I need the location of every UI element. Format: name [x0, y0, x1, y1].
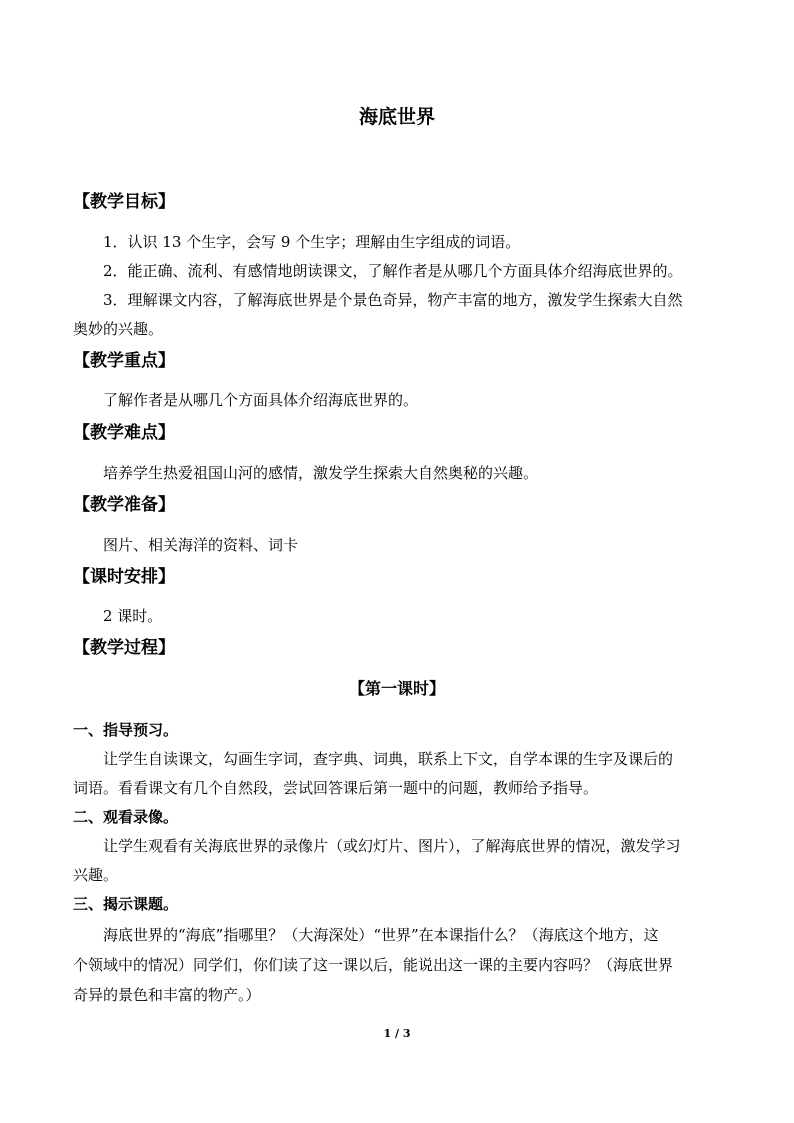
step-3-line-3: 奇异的景色和丰富的物产。）: [73, 986, 261, 1004]
step-heading-1: 一、指导预习。: [73, 721, 179, 739]
lesson-title: 【第一课时】: [348, 679, 445, 698]
goal-line-3: 3．理解课文内容，了解海底世界是个景色奇异，物产丰富的地方，激发学生探索大自然: [103, 291, 683, 309]
goal-line-1: 1．认识 13 个生字，会写 9 个生字；理解由生字组成的词语。: [103, 233, 521, 251]
goal-line-4: 奥妙的兴趣。: [73, 320, 164, 338]
key-point-line: 了解作者是从哪几个方面具体介绍海底世界的。: [103, 391, 419, 409]
difficulty-line: 培养学生热爱祖国山河的感情，激发学生探索大自然奥秘的兴趣。: [103, 464, 539, 482]
preparation-line: 图片、相关海洋的资料、词卡: [103, 536, 299, 554]
section-heading-key-points: 【教学重点】: [73, 351, 175, 371]
step-2-line-1: 让学生观看有关海底世界的录像片（或幻灯片、图片），了解海底世界的情况，激发学习: [103, 837, 681, 855]
page-number: 1 / 3: [383, 1027, 411, 1040]
section-heading-difficulties: 【教学难点】: [73, 423, 175, 443]
section-heading-schedule: 【课时安排】: [73, 567, 175, 587]
step-2-line-2: 兴趣。: [73, 866, 119, 884]
step-heading-3: 三、揭示课题。: [73, 895, 179, 913]
step-1-line-2: 词语。看看课文有几个自然段，尝试回答课后第一题中的问题，教师给予指导。: [73, 779, 599, 797]
section-heading-goals: 【教学目标】: [73, 192, 175, 212]
schedule-line: 2 课时。: [103, 607, 163, 625]
step-heading-2: 二、观看录像。: [73, 808, 179, 826]
document-title: 海底世界: [358, 106, 435, 128]
step-3-line-1: 海底世界的“海底”指哪里？（大海深处）“世界”在本课指什么？（海底这个地方，这: [103, 926, 659, 944]
goal-line-2: 2．能正确、流利、有感情地朗读课文，了解作者是从哪几个方面具体介绍海底世界的。: [103, 262, 683, 280]
step-1-line-1: 让学生自读课文，勾画生字词，查字典、词典，联系上下文，自学本课的生字及课后的: [103, 750, 674, 768]
section-heading-process: 【教学过程】: [73, 638, 175, 658]
section-heading-preparation: 【教学准备】: [73, 495, 175, 515]
step-3-line-2: 个领域中的情况）同学们，你们读了这一课以后，能说出这一课的主要内容吗？（海底世界: [73, 956, 674, 974]
